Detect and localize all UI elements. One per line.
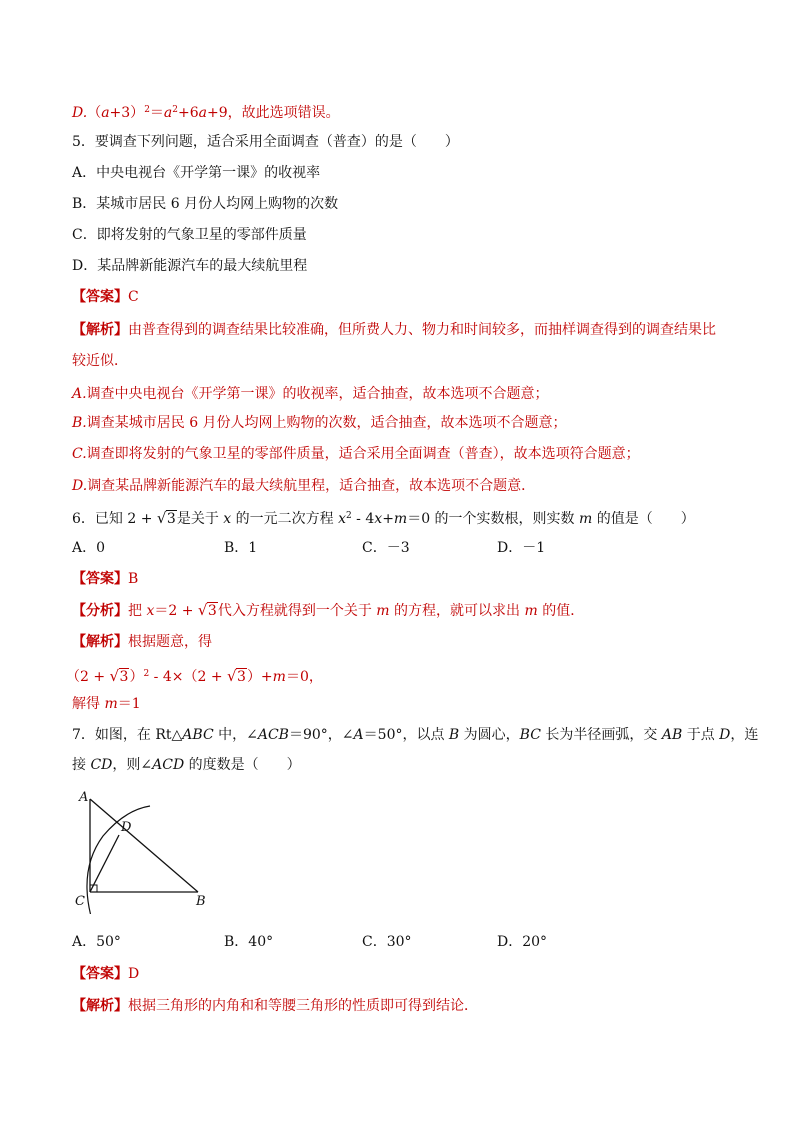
q7-answer (72, 964, 139, 984)
jiexi-label: 【解析】 (72, 634, 128, 650)
label-a: A (79, 790, 89, 805)
var: A (353, 727, 364, 743)
var: m (104, 696, 118, 712)
sqrt-value: 3 (207, 603, 217, 619)
q6-option-a: A．0 (72, 540, 106, 556)
var: x (374, 511, 383, 527)
text: （2 + (66, 669, 110, 685)
arc-bc (87, 806, 150, 914)
q5-item-b (72, 413, 567, 433)
q5-item-d (72, 476, 535, 496)
text: + (382, 511, 394, 527)
text: 解得 (72, 696, 105, 712)
fenxi-text (128, 603, 584, 619)
analysis-text: 由普查得到的调查结果比较准确，但所费人力、物力和时间较多，而抽样调查得到的调查结果比 (128, 322, 716, 338)
text: 的值是（ ） (592, 511, 695, 527)
label-b: B (196, 894, 206, 909)
q5-item-c (72, 444, 640, 464)
answer-label: 【答案】 (72, 289, 128, 305)
q7-option-d: D．20° (497, 934, 548, 950)
q5-option-c: C．即将发射的气象卫星的零部件质量 (72, 227, 307, 243)
item-letter: B. (72, 415, 87, 431)
item-text: 调查某品牌新能源汽车的最大续航里程，适合抽查，故本选项不合题意． (87, 478, 536, 494)
var: a (163, 105, 173, 121)
sqrt-expression: √ 3 (197, 601, 217, 619)
option-letter: D. (72, 105, 88, 121)
text: 的一元二次方程 (231, 511, 339, 527)
var: m (524, 603, 538, 619)
text: ＝0 的一个实数根，则实数 (407, 511, 580, 527)
text: 于点 (682, 727, 720, 743)
var: m (376, 603, 390, 619)
text: 为圆心， (459, 727, 520, 743)
q7-stem-line1 (72, 725, 758, 745)
var: x (146, 603, 155, 619)
text: 把 (128, 603, 147, 619)
text: 7．如图，在 Rt△ (72, 727, 183, 743)
text: 的值． (537, 603, 585, 619)
text: ＝90°，∠ (288, 727, 354, 743)
fenxi-label: 【分析】 (72, 603, 128, 619)
jiexi-text: 根据题意，得 (128, 634, 212, 650)
q6-calculation (66, 664, 323, 687)
var: ABC (182, 727, 214, 743)
var: m (393, 511, 408, 527)
text: ，则∠ (112, 757, 153, 773)
answer-value: C (128, 289, 139, 305)
side-ab (90, 799, 198, 892)
q6-option-b: B．1 (224, 540, 258, 556)
q7-analysis (72, 996, 478, 1016)
text: ＝0， (285, 669, 323, 685)
item-text: 调查中央电视台《开学第一课》的收视率，适合抽查，故本选项不合题意； (86, 386, 549, 402)
answer-label: 【答案】 (72, 571, 128, 587)
var: x (223, 511, 232, 527)
sqrt-value: 3 (119, 669, 129, 685)
q6-answer (72, 569, 138, 589)
var: m (272, 669, 286, 685)
q5-item-a (72, 384, 549, 404)
var: AB (661, 727, 683, 743)
item-letter: C. (72, 446, 87, 462)
text: ＝1 (117, 696, 141, 712)
label-c: C (75, 894, 85, 909)
text: +6 (178, 105, 199, 121)
q7-option-a: A．50° (72, 934, 121, 950)
q7-stem-line2 (72, 755, 301, 775)
text: 的方程，就可以求出 (389, 603, 525, 619)
text: +9，故此选项错误。 (207, 105, 340, 121)
q6-option-d: D．－1 (497, 540, 546, 556)
exponent: 2 (172, 105, 179, 115)
q5-option-a: A．中央电视台《开学第一课》的收视率 (72, 165, 321, 181)
text: ＝ (149, 105, 164, 121)
geometry-figure (70, 784, 220, 914)
var: a (101, 105, 110, 121)
sqrt-expression: √ 3 (227, 667, 246, 685)
text: 长为半径画弧，交 (540, 727, 662, 743)
q5-answer (72, 287, 139, 307)
text: 是关于 (176, 511, 224, 527)
text: 代入方程就得到一个关于 (217, 603, 377, 619)
text: 6．已知 2 + (72, 511, 157, 527)
q5-analysis-line2: 较近似． (72, 353, 128, 369)
q5-option-b: B．某城市居民 6 月份人均网上购物的次数 (72, 196, 339, 212)
var: BC (519, 727, 541, 743)
q6-stem (72, 506, 695, 529)
exponent: 2 (144, 105, 150, 115)
q6-result (72, 694, 141, 714)
item-text: 调查即将发射的气象卫星的零部件质量，适合采用全面调查（普查），故本选项符合题意； (86, 446, 640, 462)
var: m (579, 511, 593, 527)
q4-option-d-explanation (72, 100, 340, 123)
q6-fenxi (72, 601, 584, 621)
text: 接 (72, 757, 91, 773)
text: ，连 (730, 727, 759, 743)
item-letter: D. (72, 478, 88, 494)
var: ACD (152, 757, 185, 773)
exponent: 2 (346, 511, 352, 521)
text: ） (129, 669, 144, 685)
q5-stem: 5．要调查下列问题，适合采用全面调查（普查）的是（ ） (72, 134, 459, 150)
var: B (448, 727, 460, 743)
var: ACB (257, 727, 289, 743)
var: a (198, 105, 208, 121)
q6-option-c: C．－3 (362, 540, 410, 556)
answer-value: B (128, 571, 139, 587)
exponent: 2 (143, 669, 150, 679)
q5-analysis-line1 (72, 320, 716, 340)
text: ＝2 + (154, 603, 198, 619)
text: +3） (109, 105, 145, 121)
sqrt-expression: √ 3 (156, 509, 176, 527)
answer-value: D (128, 966, 140, 982)
text: ）+ (246, 669, 273, 685)
text: 的度数是（ ） (184, 757, 301, 773)
sqrt-value: 3 (166, 511, 176, 527)
q6-jiexi (72, 632, 212, 652)
answer-label: 【答案】 (72, 966, 128, 982)
sqrt-value: 3 (237, 669, 246, 685)
text: （ (87, 105, 102, 121)
q7-option-c: C．30° (362, 934, 412, 950)
text: ＝50°，以点 (363, 727, 449, 743)
q5-option-d: D．某品牌新能源汽车的最大续航里程 (72, 258, 308, 274)
var: CD (90, 757, 113, 773)
item-letter: A. (72, 386, 87, 402)
analysis-label: 【解析】 (72, 322, 128, 338)
q7-option-b: B．40° (224, 934, 274, 950)
label-d: D (121, 820, 132, 835)
segment-cd (90, 835, 119, 892)
analysis-text: 根据三角形的内角和和等腰三角形的性质即可得到结论． (128, 998, 478, 1014)
sqrt-expression: √ 3 (109, 667, 129, 685)
text: - 4×（2 + (149, 669, 228, 685)
var: D (719, 727, 731, 743)
var: x (338, 511, 346, 527)
item-text: 调查某城市居民 6 月份人均网上购物的次数，适合抽查，故本选项不合题意； (86, 415, 567, 431)
text: 中，∠ (213, 727, 258, 743)
analysis-label: 【解析】 (72, 998, 128, 1014)
text: - 4 (351, 511, 375, 527)
